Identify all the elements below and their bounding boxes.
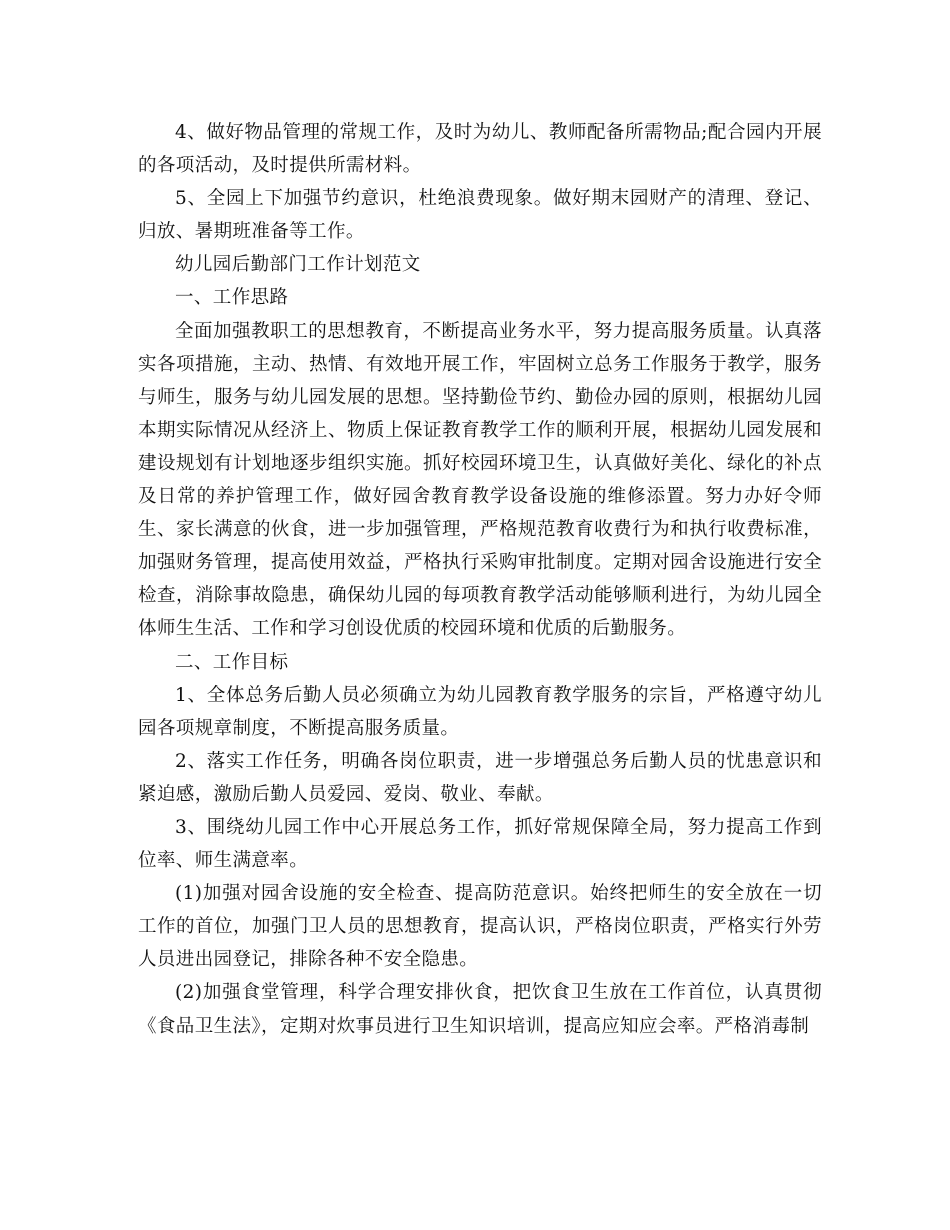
paragraph-work-ideas: 全面加强教职工的思想教育，不断提高业务水平，努力提高服务质量。认真落实各项措施，主动、热情、有效地开展工作，牢固树立总务工作服务于教学，服务与师生，服务与幼儿园发展的思想。坚持勤俭节约、勤俭办园的原则，根据幼儿园本期实际情况从经济上、物质上保证教育教学工作的顺利开展，根据幼儿园发展和建设规划有计划地逐步组织实施。抓好校园环境卫生，认真做好美化、绿化的补点及日常的养护管理工作，做好园舍教育教学设备设施的维修添置。努力办好令师生、家长满意的伙食，进一步加强管理，严格规范教育收费行为和执行收费标准，加强财务管理，提高使用效益，严格执行采购审批制度。定期对园舍设施进行安全检查，消除事故隐患，确保幼儿园的每项教育教学活动能够顺利进行，为幼儿园全体师生生活、工作和学习创设优质的校园环境和优质的后勤服务。 [138, 320, 822, 640]
paragraph-subitem-1: (1)加强对园舍设施的安全检查、提高防范意识。始终把师生的安全放在一切工作的首位，加强门卫人员的思想教育，提高认识，严格岗位职责，严格实行外劳人员进出园登记，排除各种不安全隐患。 [138, 883, 822, 971]
paragraph-goal-2: 2、落实工作任务，明确各岗位职责，进一步增强总务后勤人员的忧患意识和紧迫感，激励后勤人员爱园、爱岗、敬业、奉献。 [138, 750, 822, 805]
paragraph-goal-3: 3、围绕幼儿园工作中心开展总务工作，抓好常规保障全局，努力提高工作到位率、师生满意率。 [138, 816, 822, 872]
paragraph-subitem-2: (2)加强食堂管理，科学合理安排伙食，把饮食卫生放在工作首位，认真贯彻《食品卫生法》，定期对炊事员进行卫生知识培训，提高应知应会率。严格消毒制 [138, 982, 822, 1037]
paragraph-goal-1: 1、全体总务后勤人员必须确立为幼儿园教育教学服务的宗旨，严格遵守幼儿园各项规章制度，不断提高服务质量。 [138, 684, 822, 739]
paragraph-item-4: 4、做好物品管理的常规工作，及时为幼儿、教师配备所需物品;配合园内开展的各项活动，及时提供所需材料。 [138, 122, 822, 177]
document-body [138, 116, 822, 1043]
paragraph-item-5: 5、全园上下加强节约意识，杜绝浪费现象。做好期末园财产的清理、登记、归放、暑期班准备等工作。 [138, 188, 822, 243]
heading-work-goals: 二、工作目标 [175, 651, 289, 673]
section-title: 幼儿园后勤部门工作计划范文 [175, 254, 421, 276]
heading-work-ideas: 一、工作思路 [175, 287, 289, 309]
